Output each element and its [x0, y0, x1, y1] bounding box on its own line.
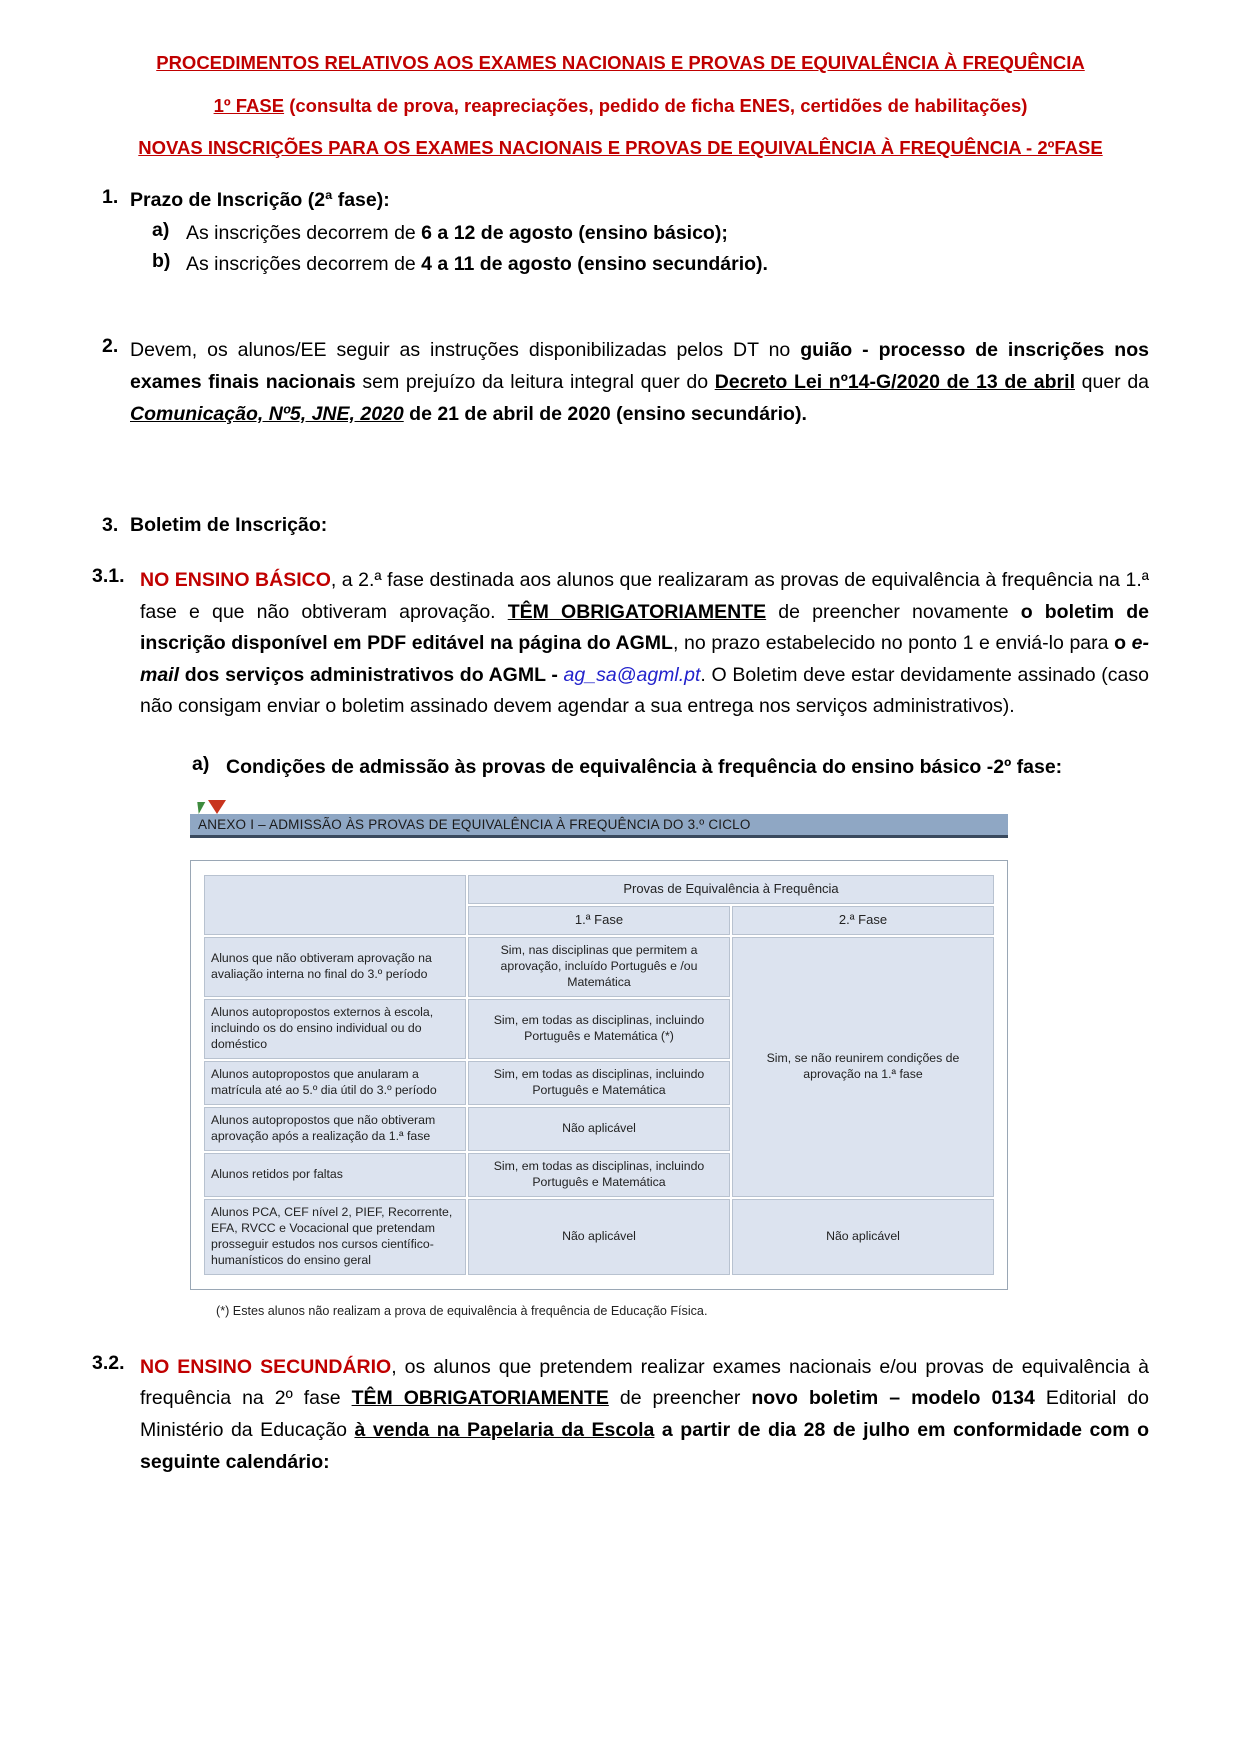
section-3-2 — [92, 1352, 1149, 1478]
sub-text-a-plain: As inscrições decorrem de — [186, 221, 422, 244]
table-row — [204, 937, 994, 997]
header-line-2 — [92, 95, 1149, 118]
row-5-description: Alunos retidos por faltas — [204, 1153, 466, 1197]
sub-text-b-bold: 4 a 11 de agosto (ensino secundário). — [421, 253, 768, 276]
sec32-text-4: a partir de dia 28 de julho em conformidade com o seguinte calendário: — [140, 1419, 1149, 1473]
section-2 — [92, 335, 1149, 430]
section-3-1-paragraph — [140, 565, 1149, 723]
ensino-secundario-label: NO ENSINO SECUNDÁRIO — [140, 1355, 392, 1378]
header-line-1 — [92, 52, 1149, 75]
sub-marker-b: b) — [152, 250, 171, 273]
row-3-fase1: Sim, em todas as disciplinas, incluindo Português e Matemática — [468, 1061, 730, 1105]
sec31-email-word: e-mail — [140, 632, 1149, 686]
sec2-decreto-lei-reference: Decreto Lei nº14-G/2020 de 13 de abril — [714, 371, 1075, 394]
row-2-fase1: Sim, em todas as disciplinas, incluindo Português e Matemática (*) — [468, 999, 730, 1059]
annexe-image — [190, 796, 1008, 1318]
sec2-bold-guiao: guião - processo de inscrições nos exames finais nacionais — [130, 339, 1149, 394]
sec31-text-4: . O Boletim deve estar devidamente assinado (caso não consigam enviar o boletim assinado devem agendar a sua entrega nos serviços administrativos). — [140, 663, 1149, 718]
sec2-text-2: sem prejuízo da leitura integral quer do — [355, 371, 715, 394]
table-group-header: Provas de Equivalência à Frequência — [468, 875, 994, 904]
sub-text-a — [186, 219, 728, 248]
row-3-description: Alunos autopropostos que anularam a matrícula até ao 5.º dia útil do 3.º período — [204, 1061, 466, 1105]
section-3-2-marker: 3.2. — [92, 1351, 125, 1374]
annexe-title-bar: ANEXO I – ADMISSÃO ÀS PROVAS DE EQUIVALÊNCIA À FREQUÊNCIA DO 3.º CICLO — [190, 814, 1008, 838]
section-1-marker: 1. — [102, 185, 119, 208]
sec2-text-1: Devem, os alunos/EE seguir as instruções disponibilizadas pelos DT no — [130, 339, 801, 362]
sec32-papelaria: à venda na Papelaria da Escola — [354, 1419, 655, 1441]
section-2-marker: 2. — [102, 335, 119, 358]
row-6-description: Alunos PCA, CEF nível 2, PIEF, Recorrente, EFA, RVCC e Vocacional que pretendam prosseguir estudos nos cursos científico-humanísticos do ensino geral — [204, 1199, 466, 1275]
sub-text-a-bold: 6 a 12 de agosto (ensino básico); — [421, 221, 728, 244]
sec32-text-2: de preencher — [608, 1387, 752, 1410]
section-3-1 — [92, 565, 1149, 723]
section-3 — [92, 514, 1149, 537]
sec31-boletim-pdf: o boletim de inscrição disponível em PDF editável na página do AGML — [140, 600, 1149, 655]
table-header-fase-2: 2.ª Fase — [732, 906, 994, 935]
sec31-text-2: de preencher novamente — [766, 600, 1021, 623]
sec32-obrigatoriamente: TÊM OBRIGATORIAMENTE — [351, 1387, 609, 1410]
section-3-1-sub-a — [92, 753, 1149, 782]
merged-fase2-cell: Sim, se não reunirem condições de aprovação na 1.ª fase — [732, 937, 994, 1197]
sec31-servicos: dos serviços administrativos do AGML - — [179, 663, 564, 686]
row-4-fase1: Não aplicável — [468, 1107, 730, 1151]
table-header-fase-1: 1.ª Fase — [468, 906, 730, 935]
sub-text-b-plain: As inscrições decorrem de — [186, 253, 422, 276]
row-5-fase1: Sim, em todas as disciplinas, incluindo Português e Matemática — [468, 1153, 730, 1197]
sec32-text-3: Editorial do Ministério da Educação — [140, 1387, 1149, 1441]
sub-text-b — [186, 250, 768, 279]
sub-a-marker: a) — [192, 753, 210, 776]
section-3-1-marker: 3.1. — [92, 565, 125, 588]
header-phase-label: 1º FASE — [213, 94, 285, 116]
section-3-marker: 3. — [102, 514, 119, 537]
header-line-3 — [92, 137, 1149, 160]
header-line-1-text: PROCEDIMENTOS RELATIVOS AOS EXAMES NACIONAIS E PROVAS DE EQUIVALÊNCIA À FREQUÊNCIA — [156, 52, 1085, 73]
header-line-3-text: NOVAS INSCRIÇÕES PARA OS EXAMES NACIONAIS E PROVAS DE EQUIVALÊNCIA À FREQUÊNCIA - 2ºFASE — [138, 137, 1103, 159]
sub-marker-a: a) — [152, 218, 170, 241]
logo-red-chevron-icon — [208, 800, 226, 814]
section-2-paragraph — [130, 335, 1149, 430]
row-1-fase1: Sim, nas disciplinas que permitem a aprovação, incluído Português e /ou Matemática — [468, 937, 730, 997]
annexe-footnote: (*) Estes alunos não realizam a prova de equivalência à frequência de Educação Física. — [216, 1303, 708, 1318]
section-1-heading — [92, 186, 1149, 215]
logo-green-mark-icon — [195, 802, 206, 814]
sec31-obrigatoriamente: TÊM OBRIGATORIAMENTE — [507, 600, 767, 623]
table-corner-cell — [204, 875, 466, 935]
sub-a-text: Condições de admissão às provas de equivalência à frequência do ensino básico -2º fase: — [226, 756, 1063, 779]
row-6-fase1: Não aplicável — [468, 1199, 730, 1275]
table-header-row — [204, 875, 994, 904]
section-1-title: Prazo de Inscrição (2ª fase): — [130, 188, 390, 211]
header-phase-detail: (consulta de prova, reapreciações, pedido de ficha ENES, certidões de habilitações) — [284, 94, 1028, 116]
row-2-description: Alunos autopropostos externos à escola, incluindo os do ensino individual ou do doméstico — [204, 999, 466, 1059]
sec2-comunicacao-reference: Comunicação, Nº5, JNE, 2020 — [130, 402, 404, 425]
section-1-sublist — [92, 219, 1149, 280]
sec31-text-3: , no prazo estabelecido no ponto 1 e enviá-lo para — [672, 632, 1115, 655]
row-4-description: Alunos autopropostos que não obtiveram aprovação após a realização da 1.ª fase — [204, 1107, 466, 1151]
ensino-basico-label: NO ENSINO BÁSICO — [140, 569, 331, 592]
section-3-2-paragraph — [140, 1352, 1149, 1478]
sec2-text-3: quer da — [1074, 371, 1150, 394]
annexe-table — [202, 873, 996, 1277]
sec32-text-1: , os alunos que pretendem realizar exames nacionais e/ou provas de equivalência à frequência na 2º fase — [140, 1355, 1149, 1410]
sec31-email-prefix: o — [1114, 632, 1132, 655]
section-1 — [92, 186, 1149, 280]
sec31-text-1: , a 2.ª fase destinada aos alunos que realizaram as provas de equivalência à frequência na 1.ª fase e que não obtiveram aprovação. — [140, 569, 1149, 623]
section-3-title: Boletim de Inscrição: — [130, 514, 328, 537]
table-row — [204, 1199, 994, 1275]
row-1-description: Alunos que não obtiveram aprovação na avaliação interna no final do 3.º período — [204, 937, 466, 997]
sec2-text-4: de 21 de abril de 2020 (ensino secundário). — [403, 402, 807, 425]
annexe-logo — [190, 796, 1008, 814]
sec32-modelo: novo boletim – modelo 0134 — [751, 1387, 1035, 1410]
email-address-link[interactable]: ag_sa@agml.pt — [563, 663, 701, 686]
annexe-table-container — [190, 860, 1008, 1290]
list-item — [152, 219, 1149, 248]
document-header — [92, 52, 1149, 160]
list-item — [152, 250, 1149, 279]
row-6-fase2: Não aplicável — [732, 1199, 994, 1275]
